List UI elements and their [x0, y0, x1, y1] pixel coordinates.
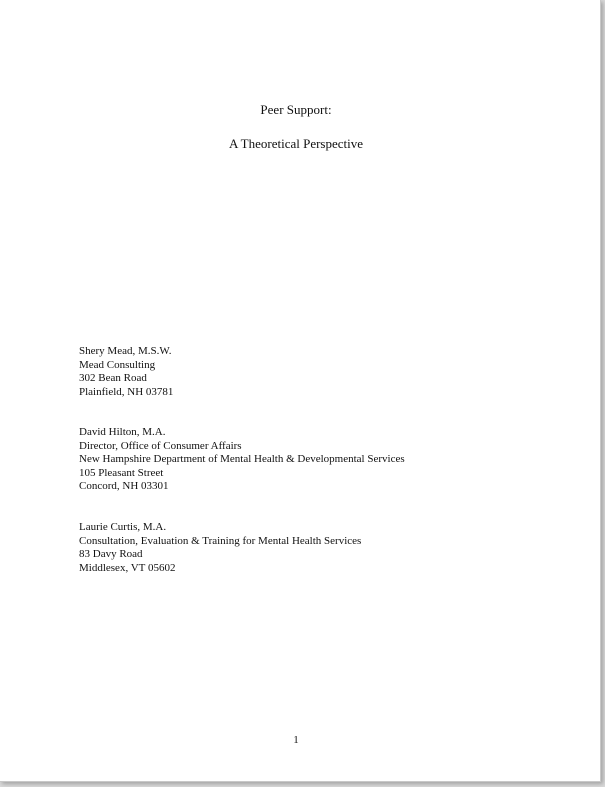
- author-name: Shery Mead, M.S.W.: [79, 345, 172, 357]
- author-line: Director, Office of Consumer Affairs: [79, 439, 242, 452]
- author-block-hilton: [79, 426, 405, 494]
- author-line: 105 Pleasant Street: [79, 466, 164, 479]
- document-title: Peer Support:: [260, 102, 332, 117]
- author-name: David Hilton, M.A.: [79, 426, 166, 438]
- author-line: Concord, NH 03301: [79, 480, 169, 493]
- author-line: 302 Bean Road: [79, 372, 147, 385]
- author-line: Mead Consulting: [79, 358, 156, 371]
- author-line: Middlesex, VT 05602: [79, 561, 176, 574]
- author-line: Plainfield, NH 03781: [79, 385, 174, 398]
- page-number: 1: [293, 734, 299, 746]
- author-line: Consultation, Evaluation & Training for Mental Health Services: [79, 534, 362, 547]
- author-line: 83 Davy Road: [79, 548, 143, 561]
- document-subtitle: A Theoretical Perspective: [228, 136, 364, 151]
- author-block-mead: [79, 345, 173, 399]
- author-line: New Hampshire Department of Mental Health & Developmental Services: [79, 453, 405, 466]
- author-name: Laurie Curtis, M.A.: [79, 521, 167, 533]
- author-block-curtis: [79, 521, 361, 575]
